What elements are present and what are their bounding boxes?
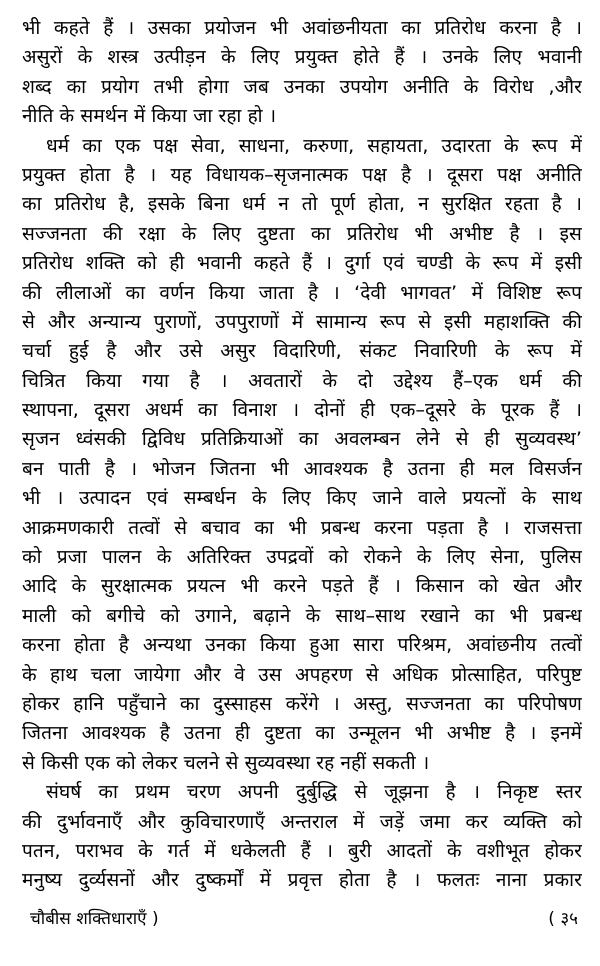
text-line: भी कहते हैं । उसका प्रयोजन भी अवांछनीयता का प्रतिरोध करना है । <box>22 17 582 39</box>
page-body <box>22 14 582 896</box>
paragraph-1 <box>22 14 582 132</box>
text-line: करना होता है अन्यथा उनका किया हुआ सारा परिश्रम, अवांछनीय तत्वों <box>22 634 582 657</box>
book-title: चौबीस शक्तिधाराएँ ) <box>30 909 159 929</box>
text-line: सृजन ध्वंसकी द्विविध प्रतिक्रियाओं का अवलम्बन लेने से ही सुव्यवस्थ’ <box>22 428 582 451</box>
text-line: शब्द का प्रयोग तभी होगा जब उनका उपयोग अनीति के विरोध ,और <box>22 75 582 98</box>
text-line: संघर्ष का प्रथम चरण अपनी दुर्बुद्धि से जूझना है । निकृष्ट स्तर <box>46 781 582 804</box>
text-line: आक्रमणकारी तत्वों से बचाव का भी प्रबन्ध करना पड़ता है । राजसत्ता <box>22 516 582 539</box>
text-line: की लीलाओं का वर्णन किया जाता है । ‘देवी भागवत’ में विशिष्ट रूप <box>22 281 582 304</box>
paragraph-2 <box>22 132 582 779</box>
text-line: जितना आवश्यक है उतना ही दुष्टता का उन्मूलन भी अभीष्ट है । इनमें <box>22 722 582 745</box>
text-line: पतन, पराभव के गर्त में धकेलती हैं । बुरी आदतों के वशीभूत होकर <box>22 839 582 862</box>
text-line: होकर हानि पहुँचाने का दुस्साहस करेंगे । अस्तु, सज्जनता का परिपोषण <box>22 692 582 715</box>
text-line: सज्जनता की रक्षा के लिए दुष्टता का प्रतिरोध भी अभीष्ट है । इस <box>22 222 582 245</box>
paragraph-3 <box>22 778 582 896</box>
text-line: प्रयुक्त होता है । यह विधायक–सृजनात्मक पक्ष है । दूसरा पक्ष अनीति <box>22 163 582 186</box>
text-line: के हाथ चला जायेगा और वे उस अपहरण से अधिक प्रोत्साहित, परिपुष्ट <box>22 663 582 686</box>
page-footer <box>30 904 578 934</box>
text-line: की दुर्भावनाएँ और कुविचारणाएँ अन्तराल में जड़ें जमा कर व्यक्ति को <box>22 810 582 833</box>
text-line: स्थापना, दूसरा अधर्म का विनाश । दोनों ही एक–दूसरे के पूरक हैं । <box>22 399 582 422</box>
text-line: मनुष्य दुर्व्यसनों और दुष्कर्मों में प्रवृत्त होता है । फलतः नाना प्रकार <box>22 869 582 892</box>
page-number: ( ३५ <box>548 909 578 929</box>
text-line: को प्रजा पालन के अतिरिक्त उपद्रवों को रोकने के लिए सेना, पुलिस <box>22 546 582 569</box>
text-line: का प्रतिरोध है, इसके बिना धर्म न तो पूर्ण होता, न सुरक्षित रहता है । <box>22 193 582 216</box>
text-line: से किसी एक को लेकर चलने से सुव्यवस्था रह नहीं सकती । <box>22 751 430 774</box>
text-line: से और अन्यान्य पुराणों, उपपुराणों में सामान्य रूप से इसी महाशक्ति की <box>22 310 582 333</box>
text-line: माली को बगीचे को उगाने, बढ़ाने के साथ–साथ रखाने का भी प्रबन्ध <box>22 604 582 627</box>
text-line: प्रतिरोध शक्ति को ही भवानी कहते हैं । दुर्गा एवं चण्डी के रूप में इसी <box>22 252 582 275</box>
text-line: धर्म का एक पक्ष सेवा, साधना, करुणा, सहायता, उदारता के रूप में <box>46 134 582 157</box>
text-line: आदि के सुरक्षात्मक प्रयत्न भी करने पड़ते हैं । किसान को खेत और <box>22 575 582 598</box>
text-line: असुरों के शस्त्र उत्पीड़न के लिए प्रयुक्त होते हैं । उनके लिए भवानी <box>22 46 582 69</box>
text-line: बन पाती है । भोजन जितना भी आवश्यक है उतना ही मल विसर्जन <box>22 457 582 480</box>
text-line: चर्चा हुई है और उसे असुर विदारिणी, संकट निवारिणी के रूप में <box>22 340 582 363</box>
text-line: नीति के समर्थन में किया जा रहा हो । <box>22 105 277 128</box>
text-line: चित्रित किया गया है । अवतारों के दो उद्देश्य हैं–एक धर्म की <box>22 369 582 392</box>
text-line: भी । उत्पादन एवं सम्बर्धन के लिए किए जाने वाले प्रयत्नों के साथ <box>22 487 582 510</box>
